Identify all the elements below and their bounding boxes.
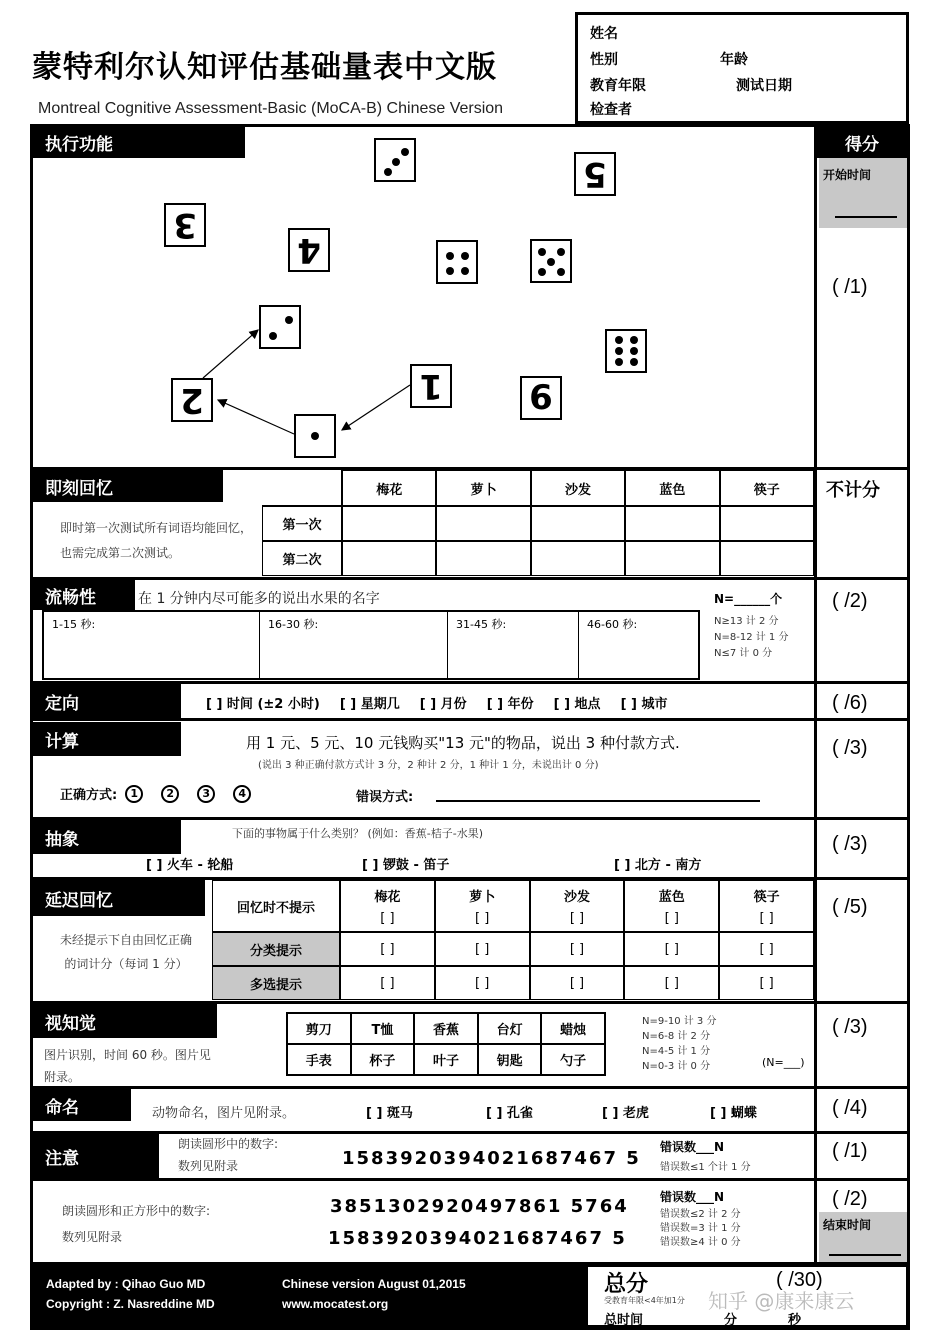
recall-box[interactable]: [ ]: [530, 966, 625, 1000]
interval-box[interactable]: 16-30 秒:: [260, 612, 448, 678]
test-date-field[interactable]: 测试日期: [736, 78, 792, 94]
abstraction-item-2[interactable]: [ ] 锣鼓 - 笛子: [362, 858, 450, 873]
recall-box[interactable]: [ ]: [719, 932, 814, 966]
recall-cell[interactable]: [720, 506, 814, 541]
end-time-label: 结束时间: [823, 1218, 872, 1232]
calculation-score[interactable]: ( /3): [832, 737, 868, 759]
abstraction-item-1[interactable]: [ ] 火车 - 轮船: [146, 858, 234, 873]
immediate-recall-score: 不计分: [826, 480, 880, 501]
age-field[interactable]: 年龄: [720, 52, 748, 68]
visuoperception-grid: [286, 1012, 606, 1076]
recall-cell[interactable]: [625, 541, 719, 576]
number-1-card[interactable]: 1: [410, 364, 452, 408]
interval-box[interactable]: 1-15 秒:: [44, 612, 260, 678]
orientation-month[interactable]: [ ] 月份: [419, 697, 467, 712]
education-note: 受教育年限<4年加1分: [604, 1296, 685, 1305]
delayed-recall-note: 未经提示下自由回忆正确的词计分（每词 1 分）: [60, 933, 193, 971]
naming-instruction: 动物命名，图片见附录。: [152, 1106, 296, 1121]
recall-box[interactable]: [ ]: [624, 932, 719, 966]
item-cell[interactable]: 香蕉: [414, 1013, 478, 1044]
fluency-intervals: [42, 610, 700, 680]
naming-peacock[interactable]: [ ] 孔雀: [486, 1106, 533, 1121]
wrong-methods-line[interactable]: [436, 800, 760, 802]
attention-task2-errors[interactable]: 错误数___N: [660, 1190, 725, 1204]
recall-cell[interactable]: [436, 506, 530, 541]
abstraction-instruction: 下面的事物属于什么类别？ (例如：香蕉-桔子-水果): [232, 827, 484, 840]
item-cell[interactable]: 叶子: [414, 1044, 478, 1075]
attention-task2-digits-1: 3851302920497861 5764: [330, 1196, 629, 1217]
footer-link[interactable]: www.mocatest.org: [282, 1297, 389, 1311]
recall-cell[interactable]: [531, 541, 625, 576]
section-naming-label: 命名: [33, 1089, 131, 1121]
name-field[interactable]: 姓名: [590, 26, 618, 42]
total-score-box: [586, 1265, 908, 1327]
attention-task1-rule: 错误数≤1 个计 1 分: [660, 1162, 751, 1173]
item-cell[interactable]: T恤: [351, 1013, 415, 1044]
interval-box[interactable]: 46-60 秒:: [587, 618, 638, 631]
recall-cell[interactable]: [342, 541, 436, 576]
section-fluency-label: 流畅性: [33, 580, 135, 610]
divider: [30, 1178, 910, 1181]
recall-cell[interactable]: [436, 541, 530, 576]
calculation-rule: (说出 3 种正确付款方式计 3 分，2 种计 2 分，1 种计 1 分，未说出计 0 分): [258, 760, 599, 771]
orientation-place[interactable]: [ ] 地点: [553, 697, 601, 712]
attention-task1-digits: 1583920394021687467 5: [342, 1148, 641, 1169]
recall-box[interactable]: [ ]: [380, 911, 395, 926]
section-delayed-recall-label: 延迟回忆: [33, 880, 205, 916]
number-5-card[interactable]: 5: [574, 152, 616, 196]
method-circle-2[interactable]: 2: [161, 785, 179, 803]
recall-cell[interactable]: [625, 506, 719, 541]
total-score[interactable]: ( /30): [776, 1269, 823, 1291]
visuoperception-n-field[interactable]: (N=___): [762, 1056, 805, 1069]
section-executive-label: 执行功能: [33, 126, 245, 158]
abstraction-score[interactable]: ( /3): [832, 833, 868, 855]
title-chinese: 蒙特利尔认知评估基础量表中文版: [32, 50, 497, 85]
section-calculation-label: 计算: [33, 722, 181, 756]
delayed-recall-score[interactable]: ( /5): [832, 896, 868, 918]
visuoperception-score[interactable]: ( /3): [832, 1016, 868, 1038]
recall-box[interactable]: [ ]: [475, 911, 490, 926]
fluency-rules: N≥13 计 2 分 N=8-12 计 1 分 N≤7 计 0 分: [714, 616, 789, 659]
total-time-label: 总时间: [604, 1313, 644, 1328]
item-cell[interactable]: 手表: [287, 1044, 351, 1075]
recall-cell[interactable]: [342, 506, 436, 541]
multiple-choice-label: 多选提示: [212, 966, 340, 1000]
item-cell[interactable]: 剪刀: [287, 1013, 351, 1044]
divider: [30, 718, 910, 721]
orientation-weekday[interactable]: [ ] 星期几: [339, 697, 400, 712]
end-time-line: [829, 1254, 901, 1256]
recall-cell[interactable]: [531, 506, 625, 541]
naming-tiger[interactable]: [ ] 老虎: [602, 1106, 649, 1121]
word-header: 蓝色: [625, 470, 719, 506]
section-visuoperception-label: 视知觉: [33, 1004, 217, 1038]
calculation-instruction: 用 1 元、5 元、10 元钱购买"13 元"的物品，说出 3 种付款方式.: [246, 734, 680, 752]
executive-score[interactable]: ( /1): [832, 276, 868, 298]
recall-box[interactable]: [ ]: [664, 911, 679, 926]
word-header: 沙发: [531, 470, 625, 506]
naming-butterfly[interactable]: [ ] 蝴蝶: [710, 1106, 757, 1121]
word-header: 萝卜: [436, 470, 530, 506]
visuoperception-rules: N=9-10 计 3 分 N=6-8 计 2 分 N=4-5 计 1 分 N=0-3 计 0 分: [642, 1016, 717, 1072]
footer-version: Chinese version August 01,2015 www.mocatest.org: [282, 1274, 466, 1314]
recall-cell[interactable]: [720, 541, 814, 576]
wrong-methods-label: 错误方式:: [356, 790, 414, 805]
attention-task1-errors[interactable]: 错误数___N: [660, 1140, 725, 1154]
start-time-label: 开始时间: [823, 168, 872, 182]
footer-credits: Adapted by : Qihao Guo MD Copyright : Z. Nasreddine MD: [46, 1277, 215, 1311]
interval-box[interactable]: 31-45 秒:: [448, 612, 579, 678]
recall-box[interactable]: [ ]: [340, 932, 435, 966]
fluency-score[interactable]: ( /2): [832, 590, 868, 612]
section-attention-label: 注意: [33, 1134, 159, 1178]
attention-task1-instruction: 朗读圆形中的数字: 数列见附录: [178, 1137, 279, 1173]
section-immediate-recall-label: 即刻回忆: [33, 470, 223, 502]
attention-task2-rules: 错误数≤2 计 2 分 错误数=3 计 1 分 错误数≥4 计 0 分: [660, 1209, 741, 1248]
recall-box[interactable]: [ ]: [435, 966, 530, 1000]
attention-task2-digits-2: 1583920394021687467 5: [328, 1228, 627, 1249]
attention-task1-score[interactable]: ( /1): [832, 1140, 868, 1162]
number-4-card[interactable]: 4: [288, 228, 330, 272]
abstraction-item-3[interactable]: [ ] 北方 - 南方: [614, 858, 702, 873]
attention-task2-instruction: 朗读圆形和正方形中的数字: 数列见附录: [62, 1204, 211, 1244]
sex-field[interactable]: 性别: [590, 52, 618, 68]
trail-arrows: [0, 0, 940, 480]
divider: [30, 1086, 910, 1089]
trial-2-label: 第二次: [262, 541, 342, 576]
section-abstraction-label: 抽象: [33, 820, 181, 854]
number-3-card[interactable]: 3: [164, 203, 206, 247]
watermark: 知乎 @康来康云: [708, 1289, 855, 1313]
section-orientation-label: 定向: [33, 684, 181, 718]
end-time-box[interactable]: [819, 1212, 907, 1262]
total-label: 总分: [604, 1272, 649, 1297]
attention-task2-score[interactable]: ( /2): [832, 1188, 868, 1210]
seconds-label: 秒: [788, 1313, 802, 1328]
divider: [30, 577, 910, 580]
number-6-card[interactable]: 6: [520, 376, 562, 420]
score-header: 得分: [816, 126, 908, 158]
naming-zebra[interactable]: [ ] 斑马: [366, 1106, 413, 1121]
fluency-instruction: 在 1 分钟内尽可能多的说出水果的名字: [138, 591, 380, 607]
word-header: 梅花: [342, 470, 436, 506]
item-cell[interactable]: 勺子: [541, 1044, 605, 1075]
education-field[interactable]: 教育年限: [590, 78, 646, 94]
minutes-label: 分: [724, 1313, 738, 1328]
recall-box[interactable]: [ ]: [340, 966, 435, 1000]
no-cue-label: 回忆时不提示: [212, 880, 340, 932]
orientation-time[interactable]: [ ] 时间 (±2 小时): [206, 697, 320, 712]
recall-box[interactable]: [ ]: [719, 966, 814, 1000]
fluency-n-field[interactable]: N=______个: [714, 592, 783, 606]
recall-box[interactable]: [ ]: [569, 911, 585, 926]
item-cell[interactable]: 钥匙: [478, 1044, 542, 1075]
word-header: 筷子: [720, 470, 814, 506]
recall-box[interactable]: [ ]: [530, 932, 625, 966]
method-circle-3[interactable]: 3: [197, 785, 215, 803]
category-cue-label: 分类提示: [212, 932, 340, 966]
method-circle-1[interactable]: 1: [125, 785, 143, 803]
trial-1-label: 第一次: [262, 506, 342, 541]
recall-box[interactable]: [ ]: [435, 932, 530, 966]
title-english: Montreal Cognitive Assessment-Basic (MoCA-B) Chinese Version: [38, 100, 504, 117]
orientation-score[interactable]: ( /6): [832, 692, 868, 714]
immediate-recall-grid: [262, 470, 814, 576]
item-cell[interactable]: 蜡烛: [541, 1013, 605, 1044]
orientation-city[interactable]: [ ] 城市: [620, 697, 668, 712]
item-cell[interactable]: 台灯: [478, 1013, 542, 1044]
divider: [30, 1131, 910, 1134]
correct-methods: 正确方式: 1 2 3 4: [60, 784, 269, 803]
recall-box[interactable]: [ ]: [624, 966, 719, 1000]
orientation-year[interactable]: [ ] 年份: [486, 697, 534, 712]
method-circle-4[interactable]: 4: [233, 785, 251, 803]
immediate-recall-note: 即时第一次测试所有词语均能回忆，也需完成第二次测试。: [60, 521, 253, 560]
orientation-items: [206, 693, 668, 712]
delayed-recall-grid: 回忆时不提示 梅花 [ ] 萝卜 [ ] 沙发 [ ] 蓝色 [ ] 筷子 [ ] 分类提示 [ ] [ ] [ ] [ ] [ ] 多选提示 [ ] [ ] [ ] [ ] [ ]: [212, 880, 814, 1000]
examiner-field[interactable]: 检查者: [590, 102, 632, 118]
recall-box[interactable]: [ ]: [759, 911, 774, 926]
number-2-card[interactable]: 2: [171, 378, 213, 422]
item-cell[interactable]: 杯子: [351, 1044, 415, 1075]
visuoperception-note: 图片识别，时间 60 秒。图片见附录。: [44, 1048, 211, 1084]
naming-score[interactable]: ( /4): [832, 1097, 868, 1119]
